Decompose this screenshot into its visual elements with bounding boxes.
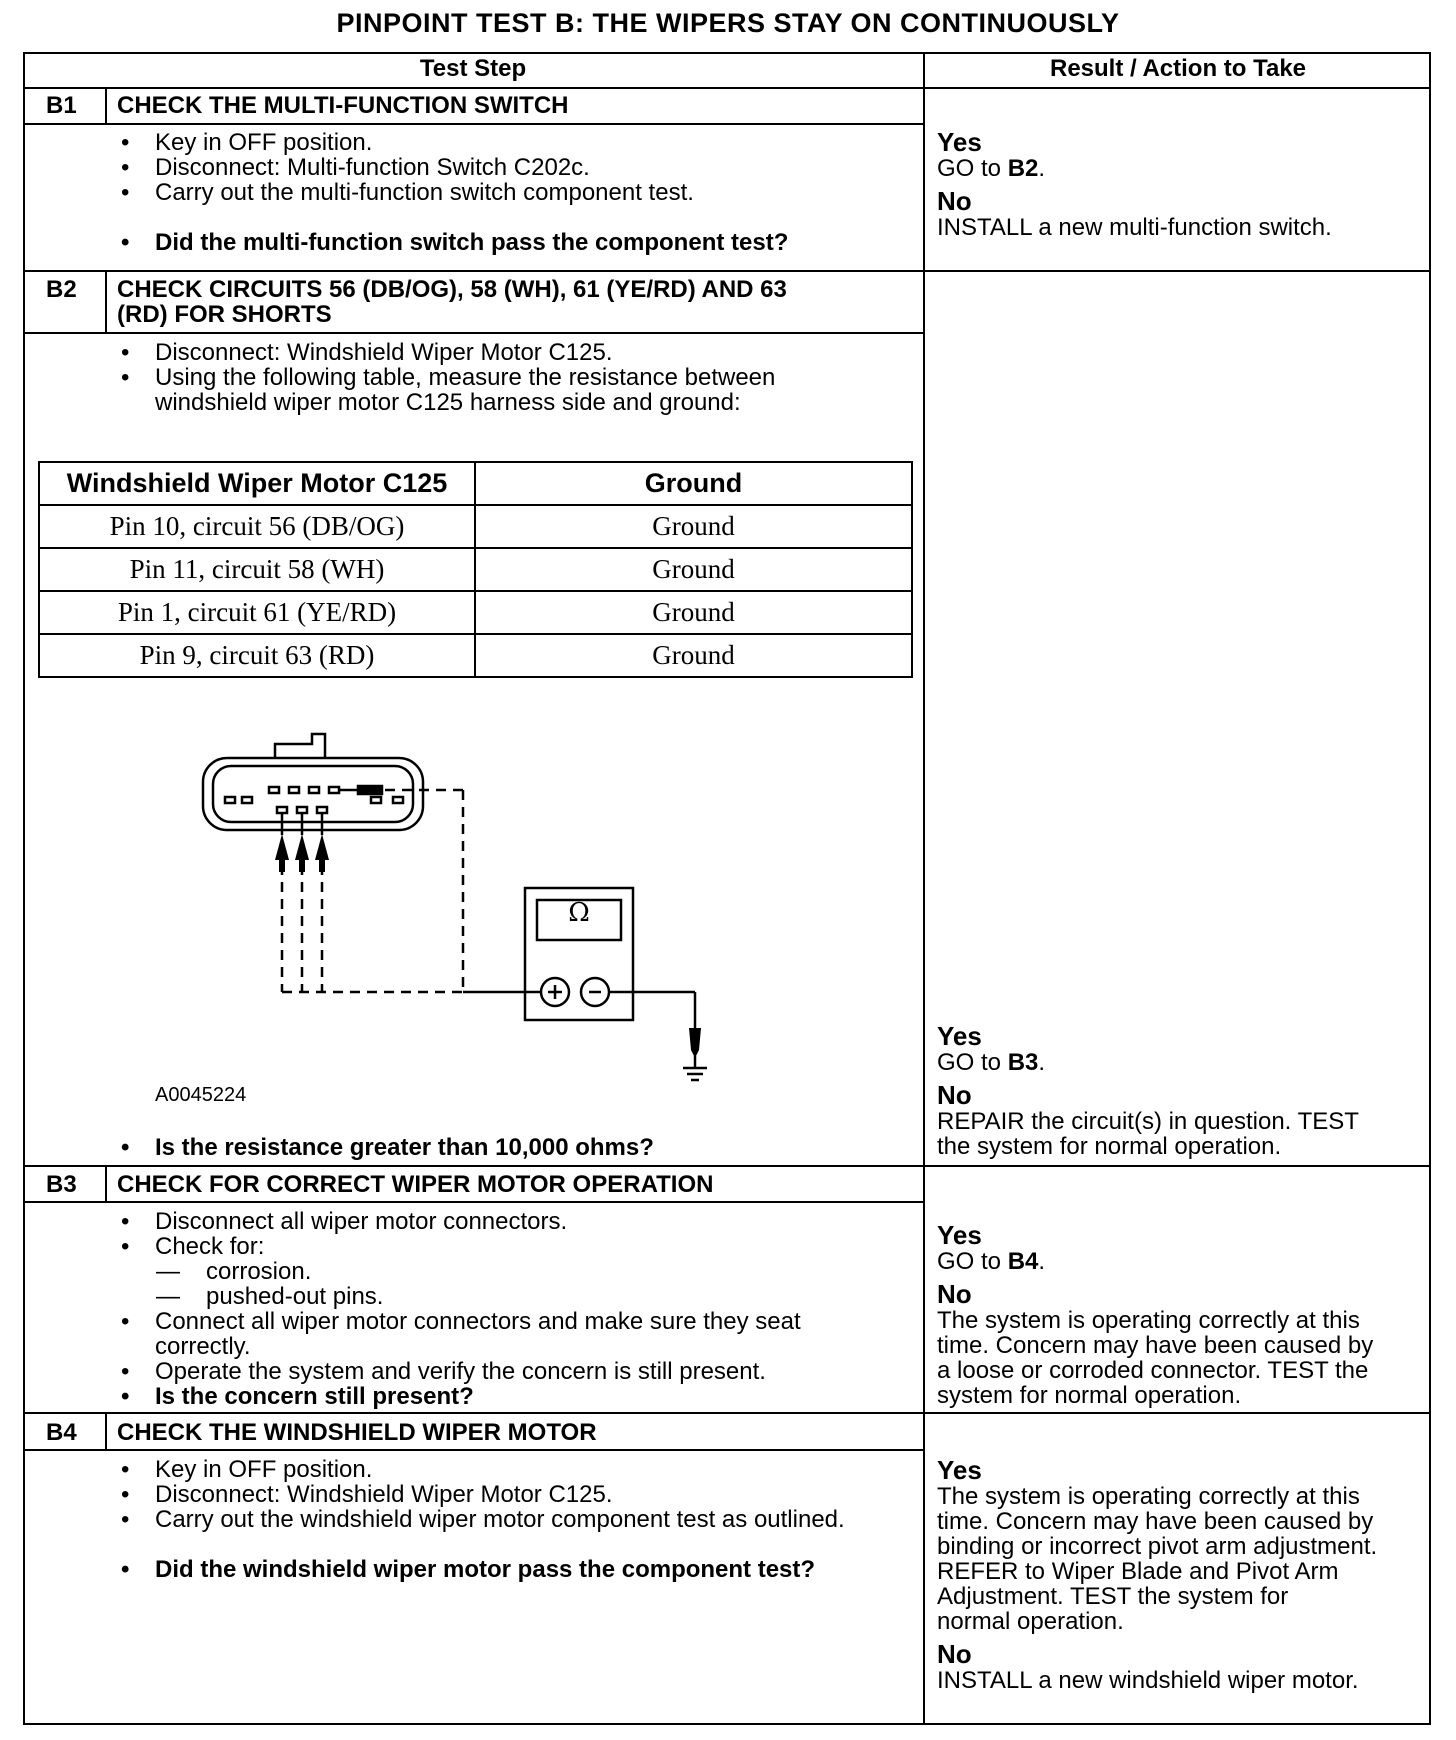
- list-item: • Disconnect: Windshield Wiper Motor C125.: [23, 340, 775, 365]
- result-b2: [937, 1022, 1359, 1159]
- header-divider: [23, 87, 1431, 89]
- step-actions: [23, 1209, 801, 1334]
- yes-label: Yes: [937, 1455, 982, 1485]
- no-action: INSTALL a new multi-function switch.: [937, 214, 1332, 241]
- table-row: [39, 505, 912, 548]
- no-action: REPAIR the circuit(s) in question. TEST: [937, 1108, 1359, 1135]
- list-item: • Did the windshield wiper motor pass the component test?: [23, 1557, 815, 1582]
- list-item-continuation: windshield wiper motor C125 harness side and ground:: [155, 389, 741, 416]
- list-item: • Check for:: [23, 1234, 801, 1259]
- step-id: B2: [46, 276, 77, 303]
- row-divider-b4: [23, 1412, 1431, 1414]
- yes-action: binding or incorrect pivot arm adjustment.: [937, 1533, 1378, 1560]
- step-actions: [23, 1359, 766, 1409]
- yes-action: The system is operating correctly at this: [937, 1483, 1360, 1510]
- step-heading: CHECK THE WINDSHIELD WIPER MOTOR: [117, 1419, 597, 1446]
- step-question: [23, 230, 788, 255]
- yes-action: Adjustment. TEST the system for: [937, 1583, 1289, 1610]
- table-cell: Pin 11, circuit 58 (WH): [39, 548, 475, 591]
- list-item: • Using the following table, measure the resistance between: [23, 365, 775, 390]
- step-id: B3: [46, 1171, 77, 1198]
- no-label: No: [937, 1639, 972, 1669]
- yes-action: GO to B4.: [937, 1248, 1046, 1275]
- yes-action: normal operation.: [937, 1608, 1124, 1635]
- yes-label: Yes: [937, 127, 982, 157]
- list-item: • Key in OFF position.: [23, 1457, 845, 1482]
- yes-action: GO to B3.: [937, 1049, 1046, 1076]
- step-question: [23, 1557, 815, 1582]
- no-action: system for normal operation.: [937, 1382, 1242, 1409]
- result-b4: [937, 1456, 1377, 1693]
- table-row: [39, 591, 912, 634]
- table-cell: Pin 10, circuit 56 (DB/OG): [39, 505, 475, 548]
- list-item: — pushed-out pins.: [23, 1284, 801, 1309]
- column-divider: [923, 52, 925, 1725]
- no-label: No: [937, 1080, 972, 1110]
- table-cell: Ground: [475, 634, 912, 677]
- step-heading: CHECK THE MULTI-FUNCTION SWITCH: [117, 92, 569, 119]
- no-action: INSTALL a new windshield wiper motor.: [937, 1667, 1359, 1694]
- list-item: • Connect all wiper motor connectors and make sure they seat: [23, 1309, 801, 1334]
- list-item: • Carry out the windshield wiper motor component test as outlined.: [23, 1507, 845, 1532]
- result-b3: [937, 1221, 1373, 1408]
- list-item: • Key in OFF position.: [23, 130, 694, 155]
- no-label: No: [937, 1279, 972, 1309]
- list-item: • Disconnect all wiper motor connectors.: [23, 1209, 801, 1234]
- step-question: [23, 1135, 654, 1160]
- table-cell: Pin 1, circuit 61 (YE/RD): [39, 591, 475, 634]
- list-item-continuation: correctly.: [155, 1333, 251, 1360]
- table-cell: Pin 9, circuit 63 (RD): [39, 634, 475, 677]
- figure-id: A0045224: [155, 1084, 247, 1106]
- result-b1: [937, 128, 1332, 240]
- yes-action: time. Concern may have been caused by: [937, 1508, 1374, 1535]
- list-item: • Is the resistance greater than 10,000 ohms?: [23, 1135, 654, 1160]
- column-header-test-step: Test Step: [419, 55, 527, 82]
- pin-table-header: Windshield Wiper Motor C125: [39, 462, 475, 505]
- pin-table: [38, 461, 913, 678]
- step-heading: CHECK CIRCUITS 56 (DB/OG), 58 (WH), 61 (YE/RD) AND 63: [117, 276, 787, 303]
- step-heading: CHECK FOR CORRECT WIPER MOTOR OPERATION: [117, 1171, 714, 1198]
- table-row: [39, 634, 912, 677]
- ohmmeter-connector-diagram: [195, 730, 725, 1110]
- table-row: [39, 548, 912, 591]
- list-item: • Disconnect: Windshield Wiper Motor C125.: [23, 1482, 845, 1507]
- table-cell: Ground: [475, 505, 912, 548]
- list-item: • Carry out the multi-function switch component test.: [23, 180, 694, 205]
- list-item: • Is the concern still present?: [23, 1384, 766, 1409]
- list-item: • Did the multi-function switch pass the component test?: [23, 230, 788, 255]
- yes-action: REFER to Wiper Blade and Pivot Arm: [937, 1558, 1339, 1585]
- no-label: No: [937, 186, 972, 216]
- page-title: PINPOINT TEST B: THE WIPERS STAY ON CONTINUOUSLY: [336, 8, 1120, 38]
- ground-probe: [689, 1028, 701, 1058]
- step-id: B4: [46, 1419, 77, 1446]
- column-header-result: Result / Action to Take: [1049, 55, 1307, 82]
- row-divider-b2: [23, 270, 1431, 272]
- yes-action: GO to B2.: [937, 155, 1046, 182]
- table-cell: Ground: [475, 591, 912, 634]
- step-actions: [23, 340, 775, 390]
- no-action: The system is operating correctly at this: [937, 1307, 1360, 1334]
- step-heading: (RD) FOR SHORTS: [117, 301, 332, 328]
- no-action: time. Concern may have been caused by: [937, 1332, 1374, 1359]
- list-item: • Operate the system and verify the concern is still present.: [23, 1359, 766, 1384]
- no-action: the system for normal operation.: [937, 1133, 1282, 1160]
- list-item: • Disconnect: Multi-function Switch C202c.: [23, 155, 694, 180]
- step-id: B1: [46, 92, 77, 119]
- table-cell: Ground: [475, 548, 912, 591]
- step-actions: [23, 130, 694, 205]
- pin-table-header: Ground: [475, 462, 912, 505]
- connector-latch: [275, 734, 325, 758]
- yes-label: Yes: [937, 1021, 982, 1051]
- row-divider-b3: [23, 1165, 1431, 1167]
- list-item: — corrosion.: [23, 1259, 801, 1284]
- yes-label: Yes: [937, 1220, 982, 1250]
- no-action: a loose or corroded connector. TEST the: [937, 1357, 1369, 1384]
- step-actions: [23, 1457, 845, 1532]
- ohm-symbol: Ω: [568, 898, 590, 928]
